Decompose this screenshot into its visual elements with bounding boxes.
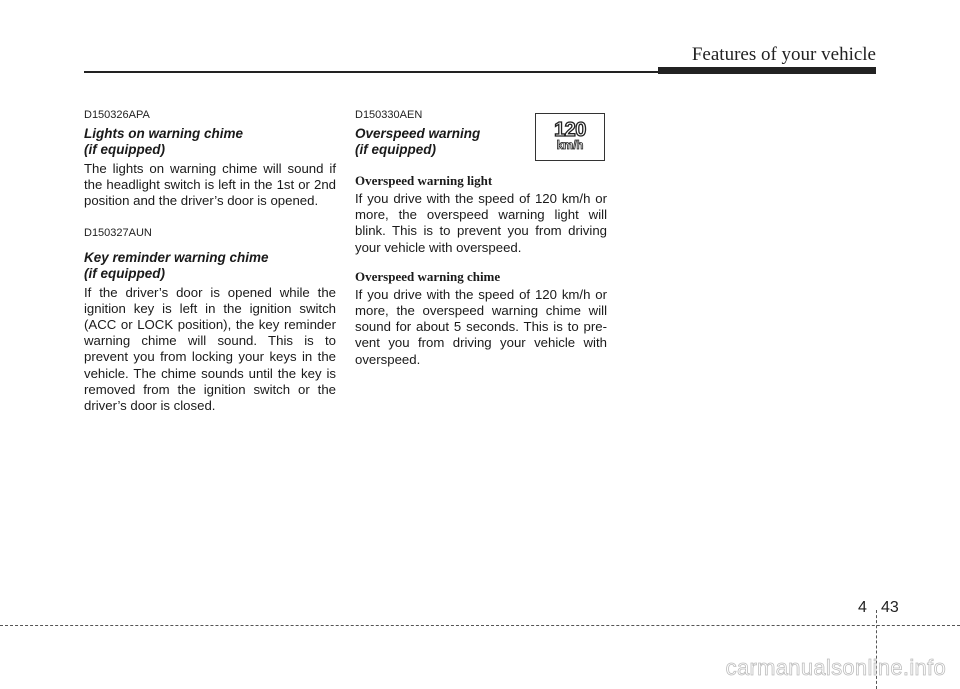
section-heading bbox=[84, 126, 336, 158]
heading-line: Lights on warning chime bbox=[84, 126, 244, 141]
section-body: If the driver’s door is opened while the ignition key is left in the ignition switch (ACC or LOCK position), the key reminder warning chime will sound. This is to prevent you from locking your keys in the vehicle. The chime sounds until the key is removed from the ignition switch or the driver’s door is closed. bbox=[84, 284, 336, 414]
section-body: The lights on warning chime will sound if the headlight switch is left in the 1st or 2nd position and the driver’s door is opened. bbox=[84, 161, 336, 209]
chapter-number: 4 bbox=[858, 599, 867, 616]
section-code: D150326APA bbox=[84, 109, 150, 121]
header-rule bbox=[84, 71, 664, 73]
speed-unit: km/h bbox=[556, 140, 584, 152]
heading-line: (if equipped) bbox=[84, 265, 165, 281]
subsection-title: Overspeed warning chime bbox=[355, 268, 501, 284]
heading-line: Overspeed warning bbox=[355, 126, 481, 141]
heading-line: Key reminder warning chime bbox=[84, 249, 269, 265]
section-code: D150330AEN bbox=[355, 109, 423, 121]
page-header-title: Features of your vehicle bbox=[691, 44, 876, 65]
subsection-body: If you drive with the speed of 120 km/h or more, the overspeed warning light will blink. This is to prevent you from driving your vehicle with overspeed. bbox=[355, 191, 607, 255]
heading-line: (if equipped) bbox=[355, 142, 436, 157]
section-heading bbox=[84, 250, 336, 282]
subsection-title: Overspeed warning light bbox=[355, 173, 493, 188]
speed-value: 120 bbox=[554, 119, 586, 141]
header-rule-accent bbox=[658, 67, 876, 74]
overspeed-indicator-icon bbox=[535, 113, 605, 161]
watermark: carmanualsonline.info bbox=[725, 655, 946, 680]
subsection-body: If you drive with the speed of 120 km/h or more, the overspeed warning chime will sound for about 5 seconds. This is to pre-vent you from driving your vehicle with overspeed. bbox=[355, 286, 607, 367]
heading-line: (if equipped) bbox=[84, 142, 165, 157]
footer-divider bbox=[0, 625, 960, 626]
page-number: 43 bbox=[881, 599, 899, 616]
left-column bbox=[84, 109, 336, 414]
section-code: D150327AUN bbox=[84, 226, 152, 239]
